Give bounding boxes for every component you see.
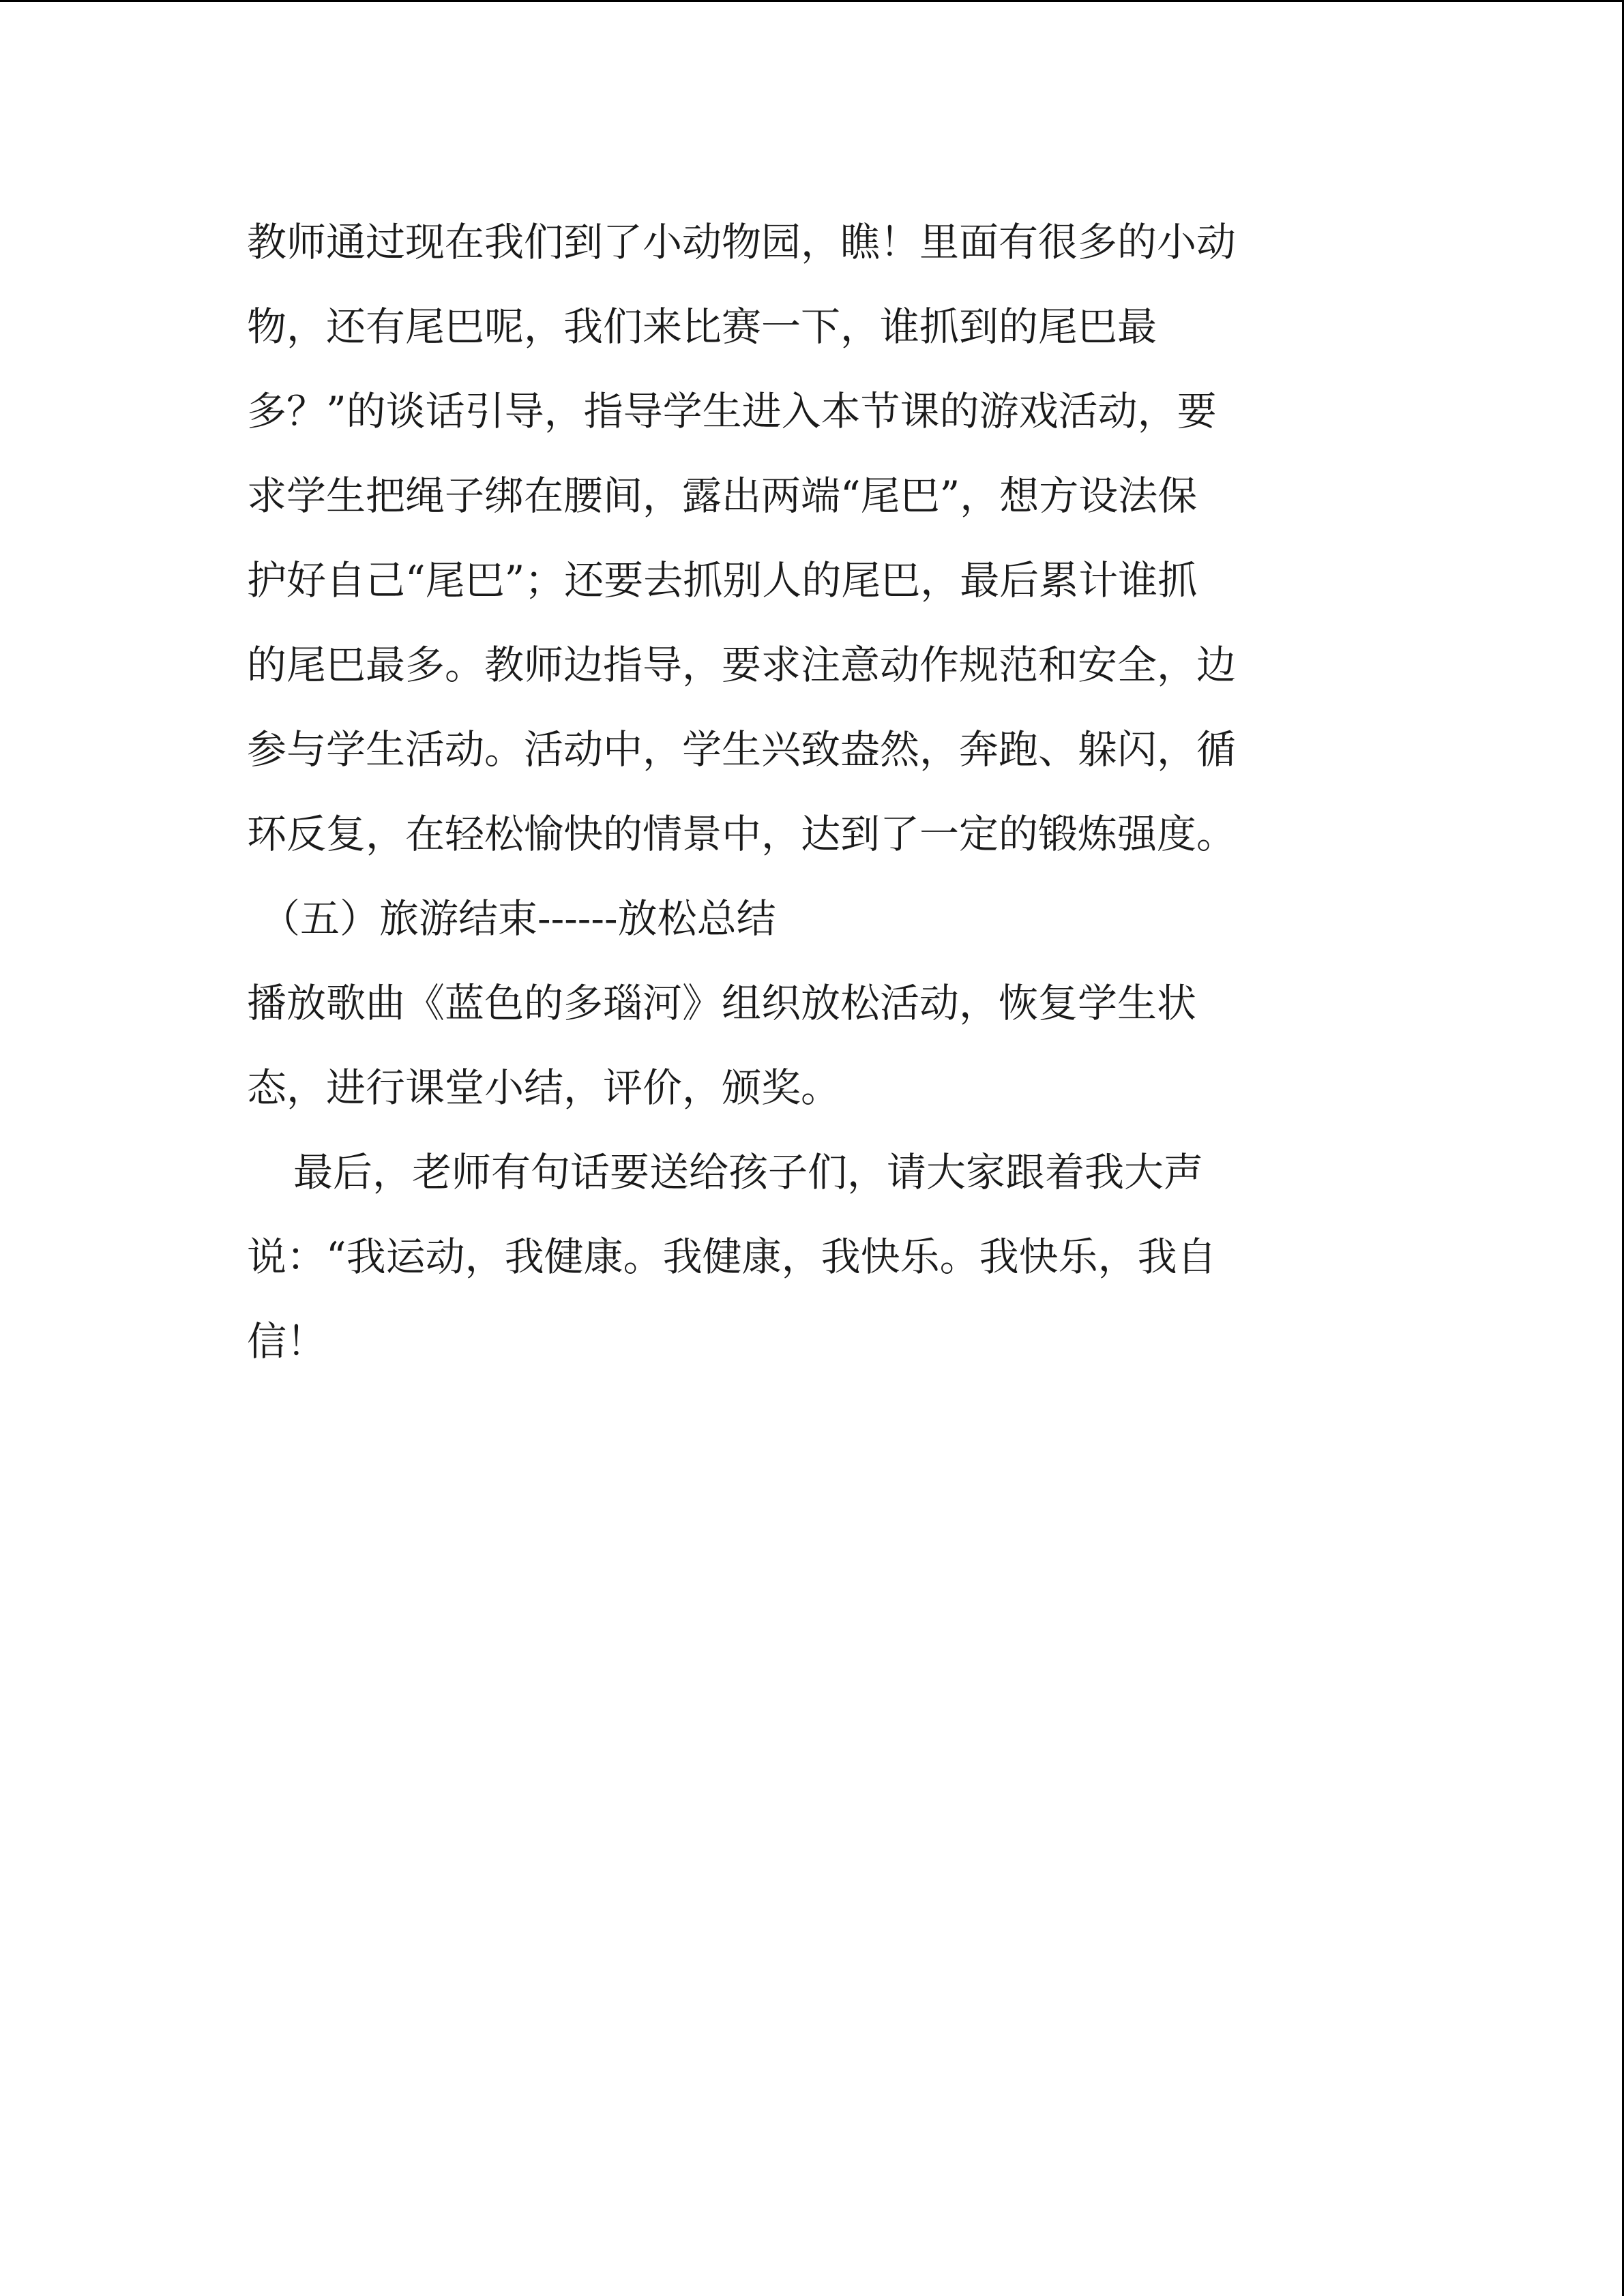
text-line: 参与学生活动。活动中，学生兴致盎然，奔跑、躲闪，循 — [247, 726, 1237, 773]
text-line: 教师通过现在我们到了小动物园，瞧！里面有很多的小动 — [247, 219, 1237, 265]
document-body — [247, 200, 1338, 1384]
text-line: 信！ — [247, 1318, 327, 1365]
text-line: 护好自己“尾巴”；还要去抓别人的尾巴，最后累计谁抓 — [247, 557, 1198, 603]
text-line: 物，还有尾巴呢，我们来比赛一下，谁抓到的尾巴最 — [247, 303, 1157, 350]
text-line: 多？”的谈话引导，指导学生进入本节课的游戏活动，要 — [247, 388, 1217, 434]
text-line: 最后，老师有句话要送给孩子们，请大家跟着我大声 — [293, 1149, 1204, 1195]
text-line: 态，进行课堂小结，评价，颁奖。 — [247, 1064, 841, 1111]
section-heading: （五）旅游结束------放松总结 — [261, 895, 776, 942]
text-line: 求学生把绳子绑在腰间，露出两端“尾巴”，想方设法保 — [247, 473, 1198, 519]
text-line: 说：“我运动，我健康。我健康，我快乐。我快乐，我自 — [247, 1234, 1217, 1280]
text-line: 环反复，在轻松愉快的情景中，达到了一定的锻炼强度。 — [247, 811, 1237, 857]
text-line: 的尾巴最多。教师边指导，要求注意动作规范和安全，边 — [247, 642, 1237, 688]
text-line: 播放歌曲《蓝色的多瑙河》组织放松活动，恢复学生状 — [247, 980, 1197, 1026]
